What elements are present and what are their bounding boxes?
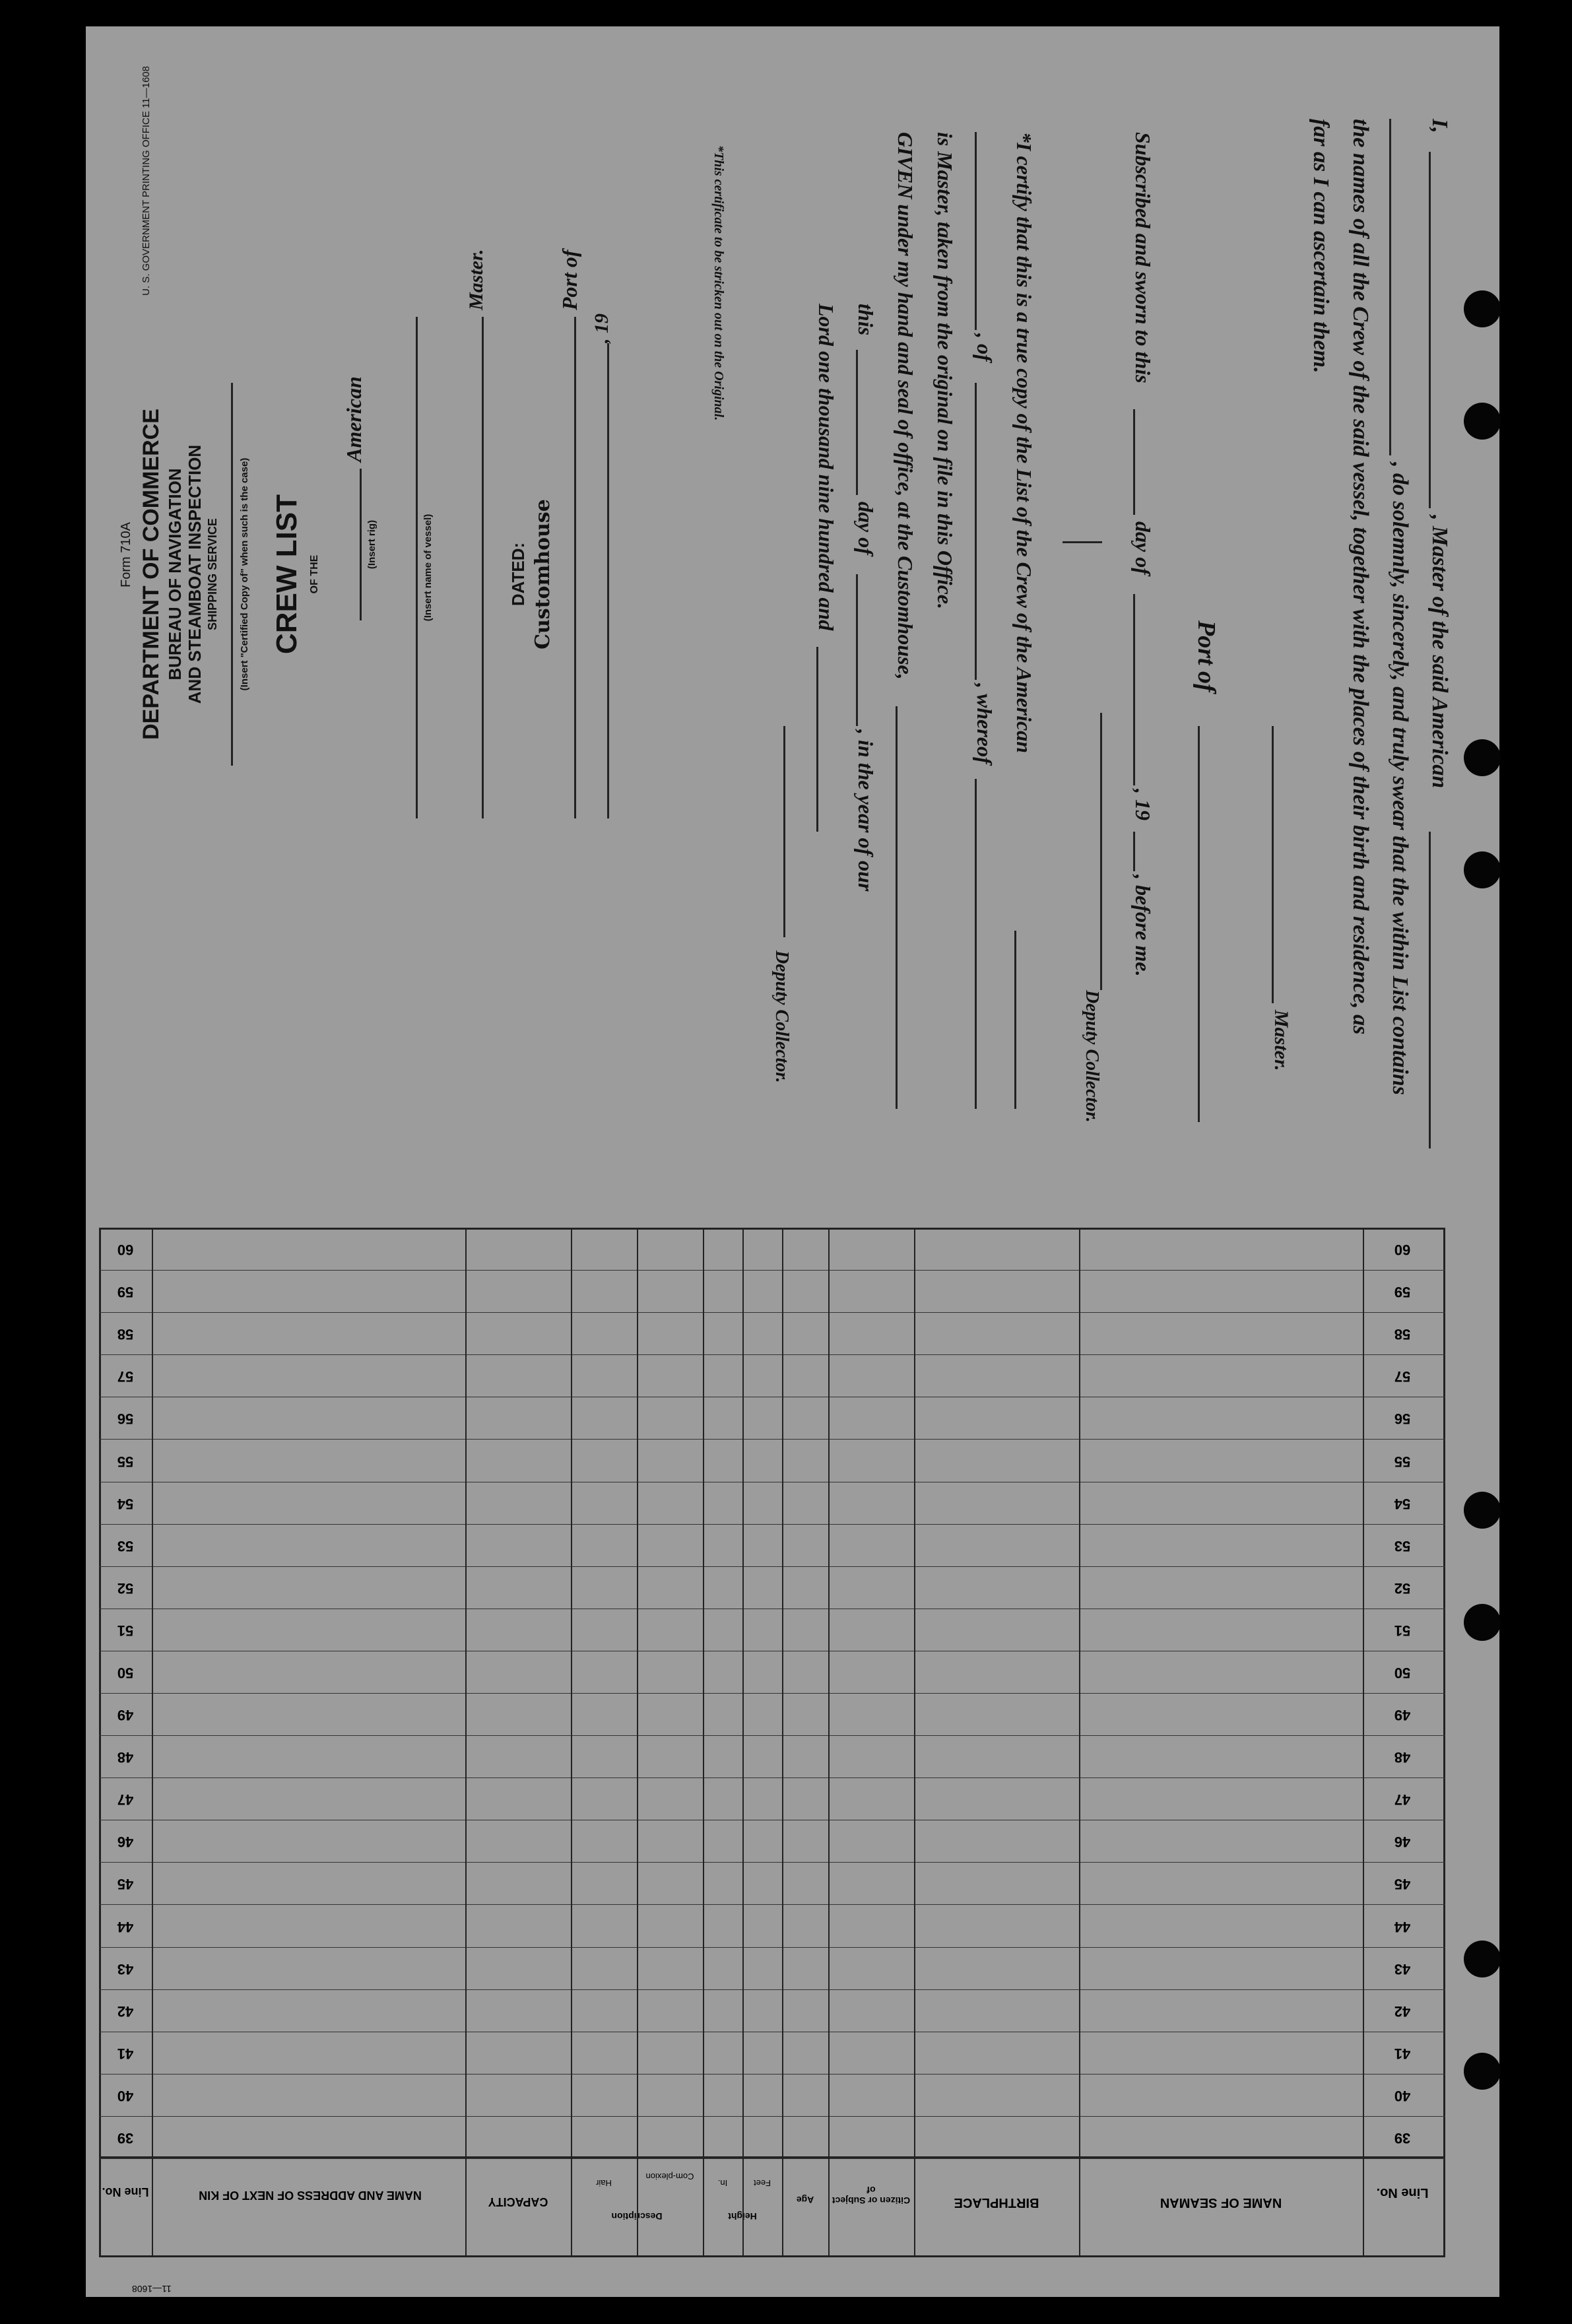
row-number-right: 58	[1394, 1326, 1411, 1343]
row-number-right: 39	[1394, 2129, 1411, 2146]
column-rule	[1079, 1228, 1080, 2257]
table-row	[99, 1566, 1445, 1567]
table-row	[99, 1524, 1445, 1525]
subscribed-day-line	[1133, 409, 1135, 515]
cover-panel	[99, 40, 627, 1201]
row-number-left: 56	[117, 1411, 134, 1428]
table-row	[99, 1270, 1445, 1271]
oath-port-of: Port of	[1193, 620, 1220, 692]
printing-office: U. S. GOVERNMENT PRINTING OFFICE 11—1608	[141, 66, 152, 296]
row-number-right: 42	[1394, 2003, 1411, 2020]
oath-i: I,	[1427, 119, 1452, 133]
date-line-cover	[607, 343, 609, 818]
row-number-left: 55	[117, 1453, 134, 1470]
insert-name-note: (Insert name of vessel)	[422, 514, 434, 622]
header-name-of-seaman: NAME OF SEAMAN	[1160, 2195, 1282, 2210]
certificate-line-1: *I certify that this is a true copy of the List of the Crew of the American	[1012, 132, 1036, 754]
cert-vessel-line	[1014, 931, 1016, 1109]
vessel-name-line-cover	[416, 317, 418, 818]
cert-year-line	[816, 647, 818, 832]
table-row	[99, 1947, 1445, 1948]
cover-year-19: , 19	[591, 314, 612, 343]
cert-deputy-signature-line	[783, 726, 785, 937]
certificate-day-of: day of	[854, 502, 878, 555]
department-title: DEPARTMENT OF COMMERCE	[139, 409, 164, 740]
subscribed-month-line	[1133, 594, 1135, 785]
nineteen-text: , 19	[1131, 789, 1155, 820]
cert-port-line	[975, 383, 977, 680]
column-rule	[742, 1228, 744, 2257]
row-number-right: 56	[1394, 1411, 1411, 1428]
column-rule	[914, 1228, 915, 2257]
row-number-left: 45	[117, 1876, 134, 1893]
row-number-right: 46	[1394, 1834, 1411, 1851]
certificate-line-3: is Master, taken from the original on file in this Office.	[933, 132, 957, 610]
certificate-line-6: Lord one thousand nine hundred and	[814, 304, 838, 631]
row-number-left: 50	[117, 1664, 134, 1681]
header-height: Height	[728, 2211, 757, 2222]
crew-list-title: CREW LIST	[271, 494, 303, 654]
footer-code: 11—1608	[132, 2284, 172, 2294]
row-number-left: 58	[117, 1326, 134, 1343]
row-number-right: 48	[1394, 1749, 1411, 1766]
row-number-left: 59	[117, 1284, 134, 1301]
deputy-signature-line	[1100, 713, 1102, 990]
row-number-left: 57	[117, 1368, 134, 1385]
oath-swear-text: , do solemnly, sincerely, and truly swear that the within List contains	[1388, 462, 1412, 1096]
cover-master-label: Master.	[465, 249, 487, 310]
column-rule	[637, 1228, 638, 2257]
crew-table	[99, 1228, 1445, 2257]
form-number: Form 710A	[119, 522, 133, 587]
customhouse-line	[896, 706, 898, 1109]
cert-month-line	[856, 574, 858, 726]
header-line-no-right: Line No.	[1376, 2185, 1429, 2200]
cert-day-line	[856, 350, 858, 495]
column-rule	[828, 1228, 830, 2257]
header-hair: Hair	[596, 2178, 612, 2188]
row-number-left: 47	[117, 1791, 134, 1809]
table-row	[99, 1735, 1445, 1736]
row-number-left: 54	[117, 1495, 134, 1512]
row-number-right: 44	[1394, 1918, 1411, 1935]
header-citizen: Citizen or Subject of	[832, 2185, 911, 2206]
row-number-right: 52	[1394, 1579, 1411, 1597]
column-rule	[782, 1228, 783, 2257]
row-number-left: 46	[117, 1834, 134, 1851]
table-row	[99, 1354, 1445, 1355]
row-number-left: 51	[117, 1622, 134, 1639]
column-rule	[152, 1228, 153, 2257]
row-number-left: 43	[117, 1960, 134, 1977]
header-feet: Feet	[754, 2178, 771, 2188]
before-me-text: , before me.	[1131, 875, 1155, 977]
table-row	[99, 1904, 1445, 1905]
oath-master-signature: Master.	[1270, 1010, 1292, 1071]
oath-ascertain-text: far as I can ascertain them.	[1309, 119, 1333, 374]
row-number-left: 53	[117, 1537, 134, 1554]
column-rule	[571, 1228, 572, 2257]
row-number-left: 39	[117, 2129, 134, 2146]
header-age: Age	[796, 2195, 814, 2205]
row-number-right: 57	[1394, 1368, 1411, 1385]
american-label: American	[342, 376, 366, 462]
seal-mark	[1063, 541, 1102, 543]
row-number-right: 59	[1394, 1284, 1411, 1301]
table-row	[99, 1439, 1445, 1440]
column-rule	[1363, 1228, 1364, 2257]
port-line-cover	[574, 317, 576, 818]
row-number-left: 48	[117, 1749, 134, 1766]
certificate-year: , in the year of our	[854, 729, 878, 892]
row-number-right: 43	[1394, 1960, 1411, 1977]
certified-copy-note: (Insert "Certified Copy of" when such is the case)	[239, 457, 250, 691]
header-inches: In.	[717, 2178, 728, 2188]
certificate-line-4: GIVEN under my hand and seal of office, at the Customhouse,	[894, 132, 917, 680]
row-number-right: 40	[1394, 2087, 1411, 2104]
row-number-right: 47	[1394, 1791, 1411, 1809]
table-row	[99, 1312, 1445, 1313]
column-rule	[703, 1228, 704, 2257]
row-number-right: 53	[1394, 1537, 1411, 1554]
row-number-right: 50	[1394, 1664, 1411, 1681]
bureau-line-2: AND STEAMBOAT INSPECTION	[185, 444, 205, 704]
bureau-line-1: BUREAU OF NAVIGATION	[165, 468, 185, 681]
insert-rig-note: (Insert rig)	[366, 519, 377, 570]
header-description: Description	[611, 2211, 663, 2222]
table-border	[99, 1228, 1445, 2257]
row-number-left: 42	[117, 2003, 134, 2020]
column-rule	[465, 1228, 467, 2257]
table-row	[99, 2074, 1445, 2075]
table-row	[99, 1862, 1445, 1863]
rig-line	[360, 469, 362, 620]
cert-master-line	[975, 779, 977, 1109]
master-name-line	[1429, 152, 1431, 508]
table-header-band	[99, 2156, 1445, 2257]
table-row	[99, 1989, 1445, 1990]
certificate-of: , of	[973, 333, 997, 362]
row-number-right: 49	[1394, 1707, 1411, 1724]
dated-label: DATED:	[508, 542, 528, 607]
row-number-left: 49	[117, 1707, 134, 1724]
table-row	[99, 2116, 1445, 2117]
of-the-text: OF THE	[309, 554, 320, 594]
master-signature-line	[1272, 726, 1274, 1003]
certificate-this: this	[854, 304, 878, 336]
oath-deputy-collector: Deputy Collector.	[1082, 990, 1102, 1123]
vessel-name-line	[1429, 832, 1431, 1148]
table-row	[99, 1693, 1445, 1694]
year-line	[1133, 832, 1135, 871]
subscribed-text: Subscribed and sworn to this	[1131, 132, 1155, 383]
row-number-right: 54	[1394, 1495, 1411, 1512]
row-number-right: 51	[1394, 1622, 1411, 1639]
day-of-text: day of	[1131, 521, 1155, 575]
table-row	[99, 1777, 1445, 1778]
header-capacity: CAPACITY	[488, 2195, 548, 2208]
row-number-left: 44	[117, 1918, 134, 1935]
row-number-right: 45	[1394, 1876, 1411, 1893]
header-complexion: Com-plexion	[645, 2172, 694, 2181]
row-number-left: 40	[117, 2087, 134, 2104]
row-number-right: 41	[1394, 2045, 1411, 2062]
customhouse-label: Customhouse	[531, 499, 554, 649]
cover-port-of: Port of	[558, 249, 581, 310]
port-line	[1198, 726, 1200, 1122]
cert-of-line	[975, 132, 977, 330]
header-next-of-kin: NAME AND ADDRESS OF NEXT OF KIN	[199, 2189, 422, 2202]
row-number-left: 41	[117, 2045, 134, 2062]
row-number-left: 52	[117, 1579, 134, 1597]
certified-copy-line	[231, 383, 233, 766]
header-birthplace: BIRTHPLACE	[954, 2195, 1039, 2210]
oath-names-text: the names of all the Crew of the said vessel, together with the places of their birth and residence, as	[1348, 119, 1373, 1035]
certificate-deputy-collector: Deputy Collector.	[771, 950, 792, 1083]
row-number-left: 60	[117, 1242, 134, 1259]
header-line-no-left: Line No.	[102, 2185, 149, 2199]
certificate-whereof: , whereof	[973, 683, 997, 764]
oath-master-of: , Master of the said American	[1427, 515, 1452, 789]
master-line-cover	[482, 317, 484, 818]
oath-line-2-blank	[1389, 119, 1391, 455]
certificate-footnote: *This certificate to be stricken out on the Original.	[711, 145, 726, 421]
row-number-right: 55	[1394, 1453, 1411, 1470]
row-number-right: 60	[1394, 1242, 1411, 1259]
shipping-service: SHIPPING SERVICE	[206, 518, 219, 630]
